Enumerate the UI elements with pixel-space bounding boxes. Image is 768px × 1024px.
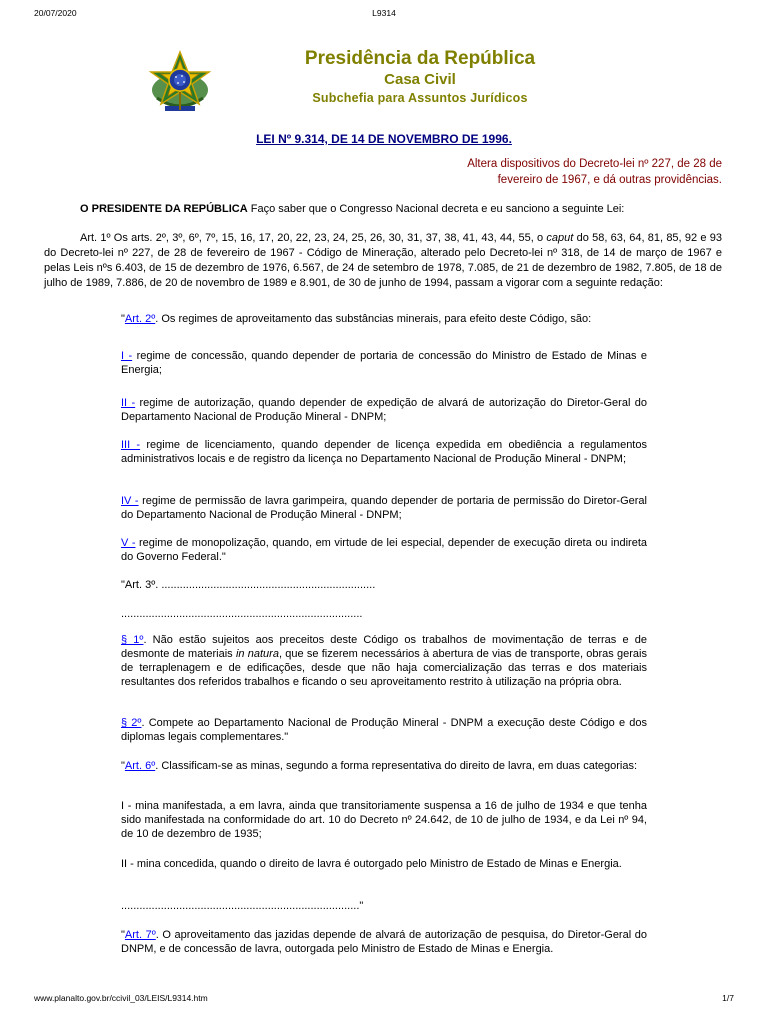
par1-text-a: . Não estão sujeitos aos preceitos deste Código os trabalhos de movimentação de terras e de desmonte de materiais xyxy=(121,634,648,660)
link-art6[interactable]: Art. 6º xyxy=(124,760,156,772)
item3-text: regime de licenciamento, quando depender de licença expedida em obediência a regulamentos administrativos locais e de registro da licença no Departamento Nacional de Produção Mineral - DNPM; xyxy=(121,439,647,465)
par1-italic: in natura xyxy=(235,648,279,660)
link-item-2[interactable]: II - xyxy=(121,397,136,409)
item5-text: regime de monopolização, quando, em virtude de lei especial, depender de execução direta ou indireta do Governo Federal." xyxy=(121,537,647,563)
par1-text-b: , que se fizerem necessários à abertura de vias de transporte, obras gerais de terraplenagem e de edificações, desde que não haja comercialização das terras e dos materiais resultantes dos referidos trabalhos e ficando o seu aproveitamento restrito à utilização na própria obra. xyxy=(121,648,647,688)
quote-dots-1: ............................................................................... xyxy=(121,608,363,620)
print-date: 20/07/2020 xyxy=(34,8,77,18)
print-url: www.planalto.gov.br/ccivil_03/LEIS/L9314.htm xyxy=(34,993,208,1003)
preamble xyxy=(44,202,722,217)
art7-open: " xyxy=(121,929,125,941)
art1-before: Art. 1º Os arts. 2º, 3º, 6º, 7º, 15, 16, 17, 20, 22, 23, 24, 25, 26, 30, 31, 37, 38, 41, 43, 44, 55, o xyxy=(80,232,547,244)
preamble-text: Faço saber que o Congresso Nacional decreta e eu sanciono a seguinte Lei: xyxy=(247,203,625,215)
quote-dots-2: .............................................................................." xyxy=(121,900,364,912)
item2-text: regime de autorização, quando depender de expedição de alvará de autorização do Diretor-Geral do Departamento Nacional de Produção Mineral - DNPM; xyxy=(121,397,647,423)
preamble-president: O PRESIDENTE DA REPÚBLICA xyxy=(80,203,248,215)
item4-text: regime de permissão de lavra garimpeira, quando depender de portaria de permissão do Diretor-Geral do Departamento Nacional de Produção Mineral - DNPM; xyxy=(121,495,647,521)
masthead-subtitle-casa-civil: Casa Civil xyxy=(384,71,456,88)
par2-text: . Compete ao Departamento Nacional de Produção Mineral - DNPM a execução deste Código e dos diplomas legais complementares." xyxy=(121,717,648,743)
quote-item-5 xyxy=(121,536,647,564)
quote-art7 xyxy=(121,928,647,956)
art6-open: " xyxy=(121,760,125,772)
link-par-1[interactable]: § 1º xyxy=(121,634,144,646)
link-art2[interactable]: Art. 2º xyxy=(124,313,156,325)
link-item-4[interactable]: IV - xyxy=(121,495,139,507)
quote-item-1 xyxy=(121,349,647,377)
law-title[interactable]: LEI Nº 9.314, DE 14 DE NOVEMBRO DE 1996. xyxy=(256,132,512,146)
print-page-number: 1/7 xyxy=(722,993,734,1003)
quote-paragraph-2 xyxy=(121,716,647,744)
art6-text: . Classificam-se as minas, segundo a forma representativa do direito de lavra, em duas categorias: xyxy=(155,760,638,772)
art2-text: . Os regimes de aproveitamento das substâncias minerais, para efeito deste Código, são: xyxy=(155,313,592,325)
masthead-subtitle-subchefia: Subchefia para Assuntos Jurídicos xyxy=(312,91,528,105)
article-1 xyxy=(44,231,722,291)
quote-art2 xyxy=(121,312,647,326)
quote-art3: "Art. 3º. ...................................................................... xyxy=(121,579,376,591)
link-art7[interactable]: Art. 7º xyxy=(124,929,156,941)
link-par-2[interactable]: § 2º xyxy=(121,717,142,729)
print-header xyxy=(34,8,734,20)
print-footer xyxy=(34,993,734,1005)
quote-art6 xyxy=(121,759,647,773)
link-item-3[interactable]: III - xyxy=(121,439,141,451)
art7-text: . O aproveitamento das jazidas depende de alvará de autorização de pesquisa, do Diretor-Geral do DNPM, e de concessão de lavra, outorgada pelo Ministro de Estado de Minas e Energia. xyxy=(121,929,647,955)
art1-after: do 58, 63, 64, 81, 85, 92 e 93 do Decreto-lei nº 227, de 28 de fevereiro de 1967 - Código de Mineração, alterado pelo Decreto-lei nº 318, de 14 de março de 1967 e pelas Leis nºs 6.403, de 15 de dezembro de 1976, 6.567, de 24 de setembro de 1978, 7.085, de 21 de dezembro de 1982, 7.805, de 18 de julho de 1989, 7.886, de 20 de novembro de 1989 e 8.901, de 30 de junho de 1994, passam a vigorar com a seguinte redação: xyxy=(44,232,722,289)
quote-paragraph-1 xyxy=(121,633,647,689)
masthead-title: Presidência da República xyxy=(304,48,536,69)
quote-mina-2: II - mina concedida, quando o direito de lavra é outorgado pelo Ministro de Estado de Minas e Energia. xyxy=(121,858,622,870)
quote-open: " xyxy=(121,313,125,325)
masthead xyxy=(230,47,610,107)
link-item-5[interactable]: V - xyxy=(121,537,136,549)
item1-text: regime de concessão, quando depender de portaria de concessão do Ministro de Estado de Minas e Energia; xyxy=(121,350,647,376)
brazil-coat-of-arms-icon xyxy=(145,48,215,118)
quote-mina-1: I - mina manifestada, a em lavra, ainda que transitoriamente suspensa a 16 de julho de 1934 e que tenha sido manifestada na conformidade do art. 10 do Decreto nº 24.642, de 10 de julho de 1934, e da Lei nº 94, de 10 de dezembro de 1935; xyxy=(121,800,647,840)
quote-item-4 xyxy=(121,494,647,522)
ementa: Altera dispositivos do Decreto-lei nº 227, de 28 de fevereiro de 1967, e dá outras providências. xyxy=(467,158,722,186)
quote-item-2 xyxy=(121,396,647,424)
art1-caput: caput xyxy=(546,232,574,244)
link-item-1[interactable]: I - xyxy=(121,350,133,362)
quote-item-3 xyxy=(121,438,647,466)
print-title: L9314 xyxy=(372,8,396,18)
